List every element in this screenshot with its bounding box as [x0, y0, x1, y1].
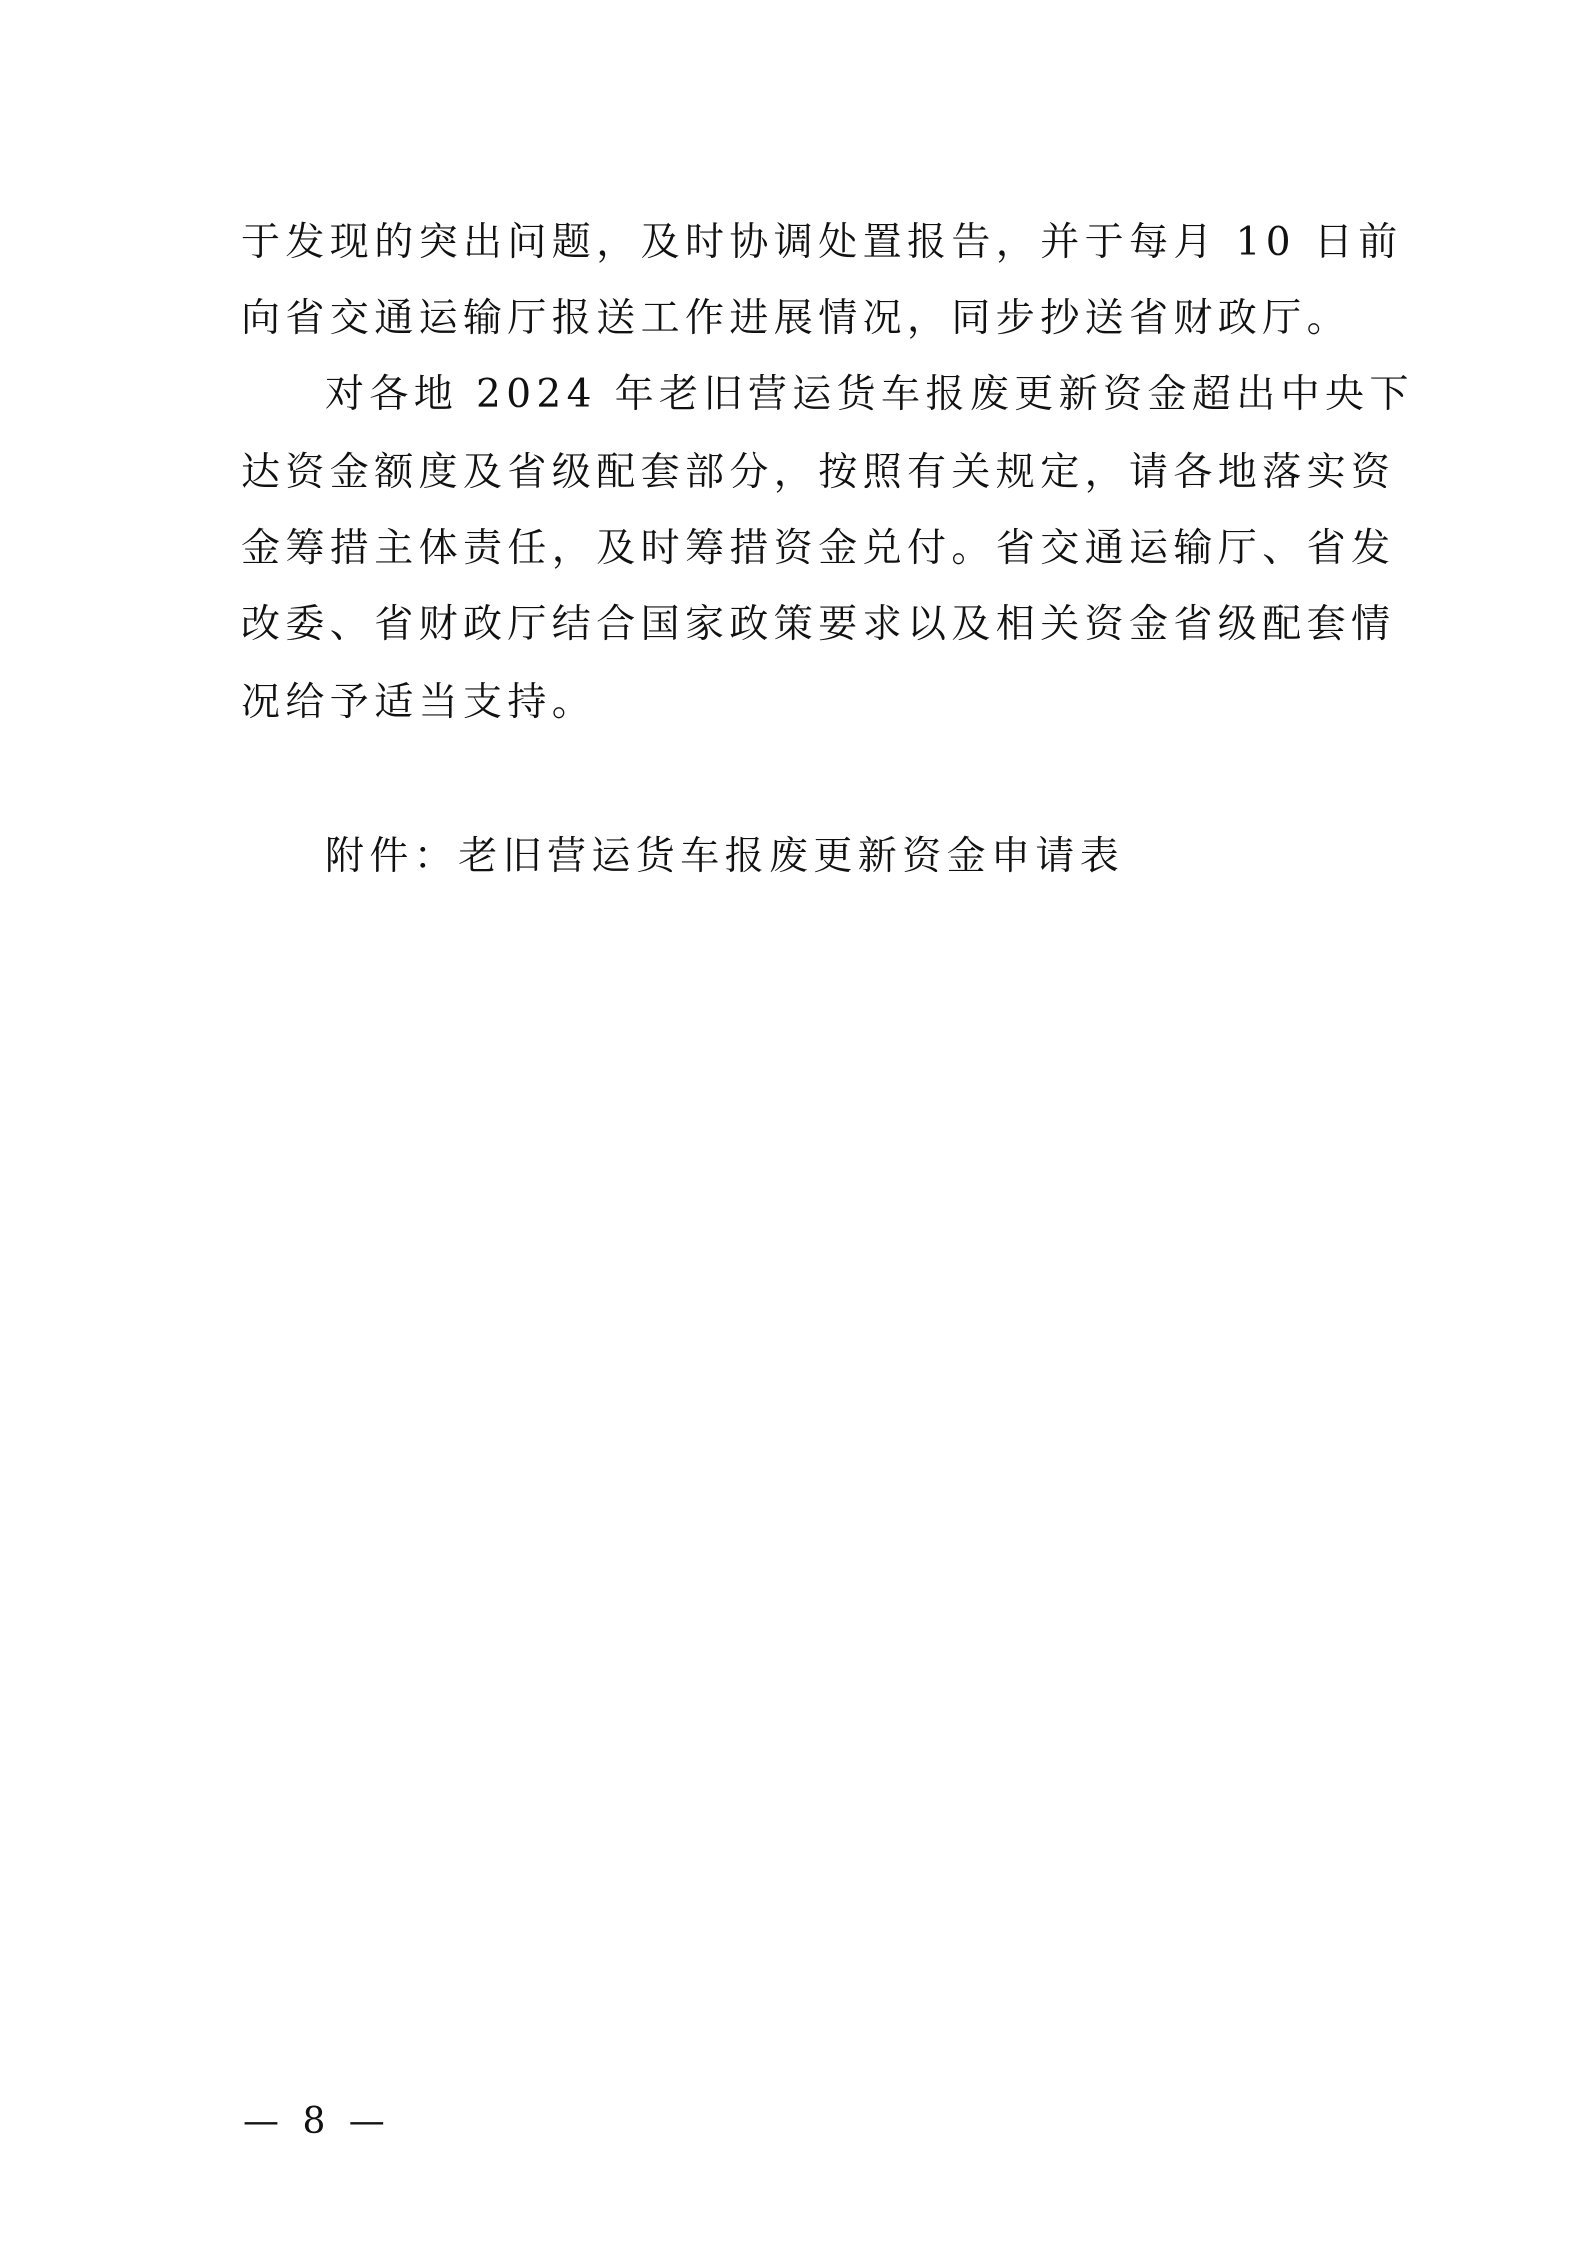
paragraph-2-line-4: 改委、省财政厅结合国家政策要求以及相关资金省级配套情: [241, 602, 1396, 647]
paragraph-2-line-5: 况给予适当支持。: [241, 680, 597, 725]
paragraph-2-line-2: 达资金额度及省级配套部分，按照有关规定，请各地落实资: [241, 450, 1396, 495]
paragraph-1-line-2: 向省交通运输厅报送工作进展情况，同步抄送省财政厅。: [241, 296, 1352, 341]
paragraph-1-line-1: 于发现的突出问题，及时协调处置报告，并于每月 10 日前: [241, 220, 1403, 265]
page-number: — 8 —: [243, 2101, 391, 2142]
paragraph-2-line-1: 对各地 2024 年老旧营运货车报废更新资金超出中央下: [325, 372, 1414, 417]
attachment-line: 附件：老旧营运货车报废更新资金申请表: [325, 834, 1125, 879]
paragraph-2-line-3: 金筹措主体责任，及时筹措资金兑付。省交通运输厅、省发: [241, 526, 1396, 571]
